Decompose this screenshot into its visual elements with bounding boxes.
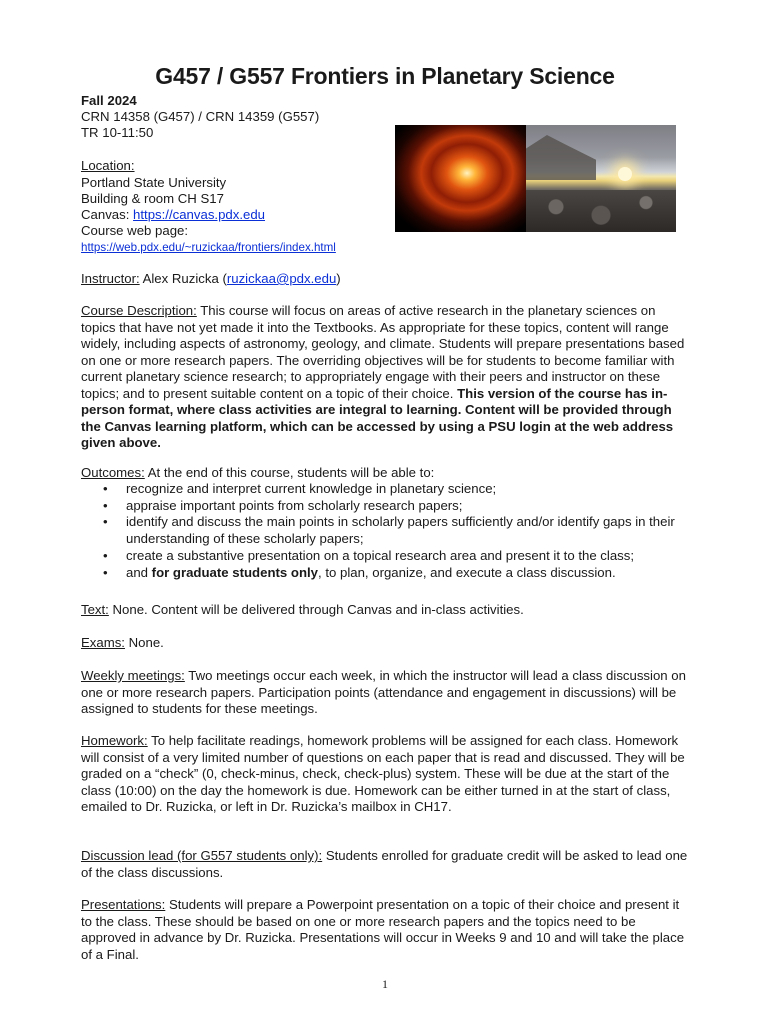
instructor-name: Alex Ruzicka ( [139, 271, 227, 286]
course-page-link[interactable]: https://web.pdx.edu/~ruzickaa/frontiers/index.html [81, 241, 336, 254]
list-item: • appraise important points from scholarly research papers; [81, 498, 681, 515]
instructor-email-link[interactable]: ruzickaa@pdx.edu [226, 271, 337, 286]
homework-section: Homework: To help facilitate readings, homework problems will be assigned for each class. Homework will consist of a very limited number of questions on each paper that is read and discussed. They will be graded on a “check” (0, check-minus, check, check-plus) system. These will be due at the start of the class (10:00) on the day the homework is due. Homework can be either turned in at the start of class, emailed to Dr. Ruzicka, or left in Dr. Ruzicka’s mailbox in CH17. [81, 733, 685, 814]
description-text: This course will focus on areas of active research in the planetary sciences on topics that have not yet made it into the Textbooks. As appropriate for these topics, content will range widely, including aspects of astronomy, geology, and climate. Students will prepare presentations based on one or more research papers. The overriding objectives will be for students to become familiar with current planetary science research; to appropriately engage with their peers and instructor on these topics; and to present suitable content on a topic of their choice. [81, 303, 685, 401]
exams-section: Exams: None. [81, 635, 164, 650]
canvas-link[interactable]: https://canvas.pdx.edu [133, 207, 266, 222]
header-images [395, 125, 676, 232]
discussion-section: Discussion lead (for G557 students only): Students enrolled for graduate credit will be asked to lead one of the class discussions. [81, 848, 688, 880]
alien-landscape-image [526, 125, 676, 232]
instructor-label: Instructor: [81, 271, 140, 286]
description-bold: This version of the course has in-person format, where class activities are integral to learning. Content will be provided through the Canvas learning platform, which can be accessed by using a PSU login at the web address given above. [81, 385, 674, 450]
page-title: G457 / G557 Frontiers in Planetary Science [155, 63, 615, 89]
canvas-line [81, 207, 265, 224]
weekly-meetings-section: Weekly meetings: Two meetings occur each week, in which the instructor will lead a class discussion on one or more research papers. Participation points (attendance and engagement in discussions) will be assigned to students for these meetings. [81, 668, 686, 716]
outcomes-list [81, 481, 681, 581]
list-item: • recognize and interpret current knowledge in planetary science; [81, 481, 681, 498]
outcomes-label: Outcomes: [81, 465, 145, 480]
course-page-line [81, 240, 336, 257]
presentations-section: Presentations: Students will prepare a Powerpoint presentation on a topic of their choice and present it to the class. These should be based on one or more research papers and the topics need to be approved in advance by Dr. Ruzicka. Presentations will occur in Weeks 9 and 10 and will take the place of a Final. [81, 897, 685, 962]
page-number: 1 [382, 977, 388, 991]
course-description [81, 303, 691, 452]
text-section: Text: None. Content will be delivered through Canvas and in-class activities. [81, 602, 524, 617]
crn-line: CRN 14358 (G457) / CRN 14359 (G557) [81, 109, 320, 124]
list-item: • and for graduate students only, to plan, organize, and execute a class discussion. [81, 565, 681, 582]
outcomes-heading: Outcomes: At the end of this course, students will be able to: [81, 465, 435, 480]
protoplanetary-disk-image [395, 125, 526, 232]
instructor-line: Instructor: Alex Ruzicka (ruzickaa@pdx.edu) [81, 271, 341, 286]
location-label: Location: [81, 158, 135, 173]
room: Building & room CH S17 [81, 191, 224, 206]
description-label: Course Description: [81, 303, 197, 318]
term: Fall 2024 [81, 93, 137, 108]
university: Portland State University [81, 175, 227, 190]
course-page-label: Course web page: [81, 223, 189, 238]
meeting-time: TR 10-11:50 [81, 125, 154, 140]
list-item: • create a substantive presentation on a topical research area and present it to the class; [81, 548, 681, 565]
canvas-label: Canvas: [81, 207, 134, 222]
list-item: • identify and discuss the main points in scholarly papers sufficiently and/or identify gaps in their understanding of these scholarly papers; [81, 514, 681, 547]
